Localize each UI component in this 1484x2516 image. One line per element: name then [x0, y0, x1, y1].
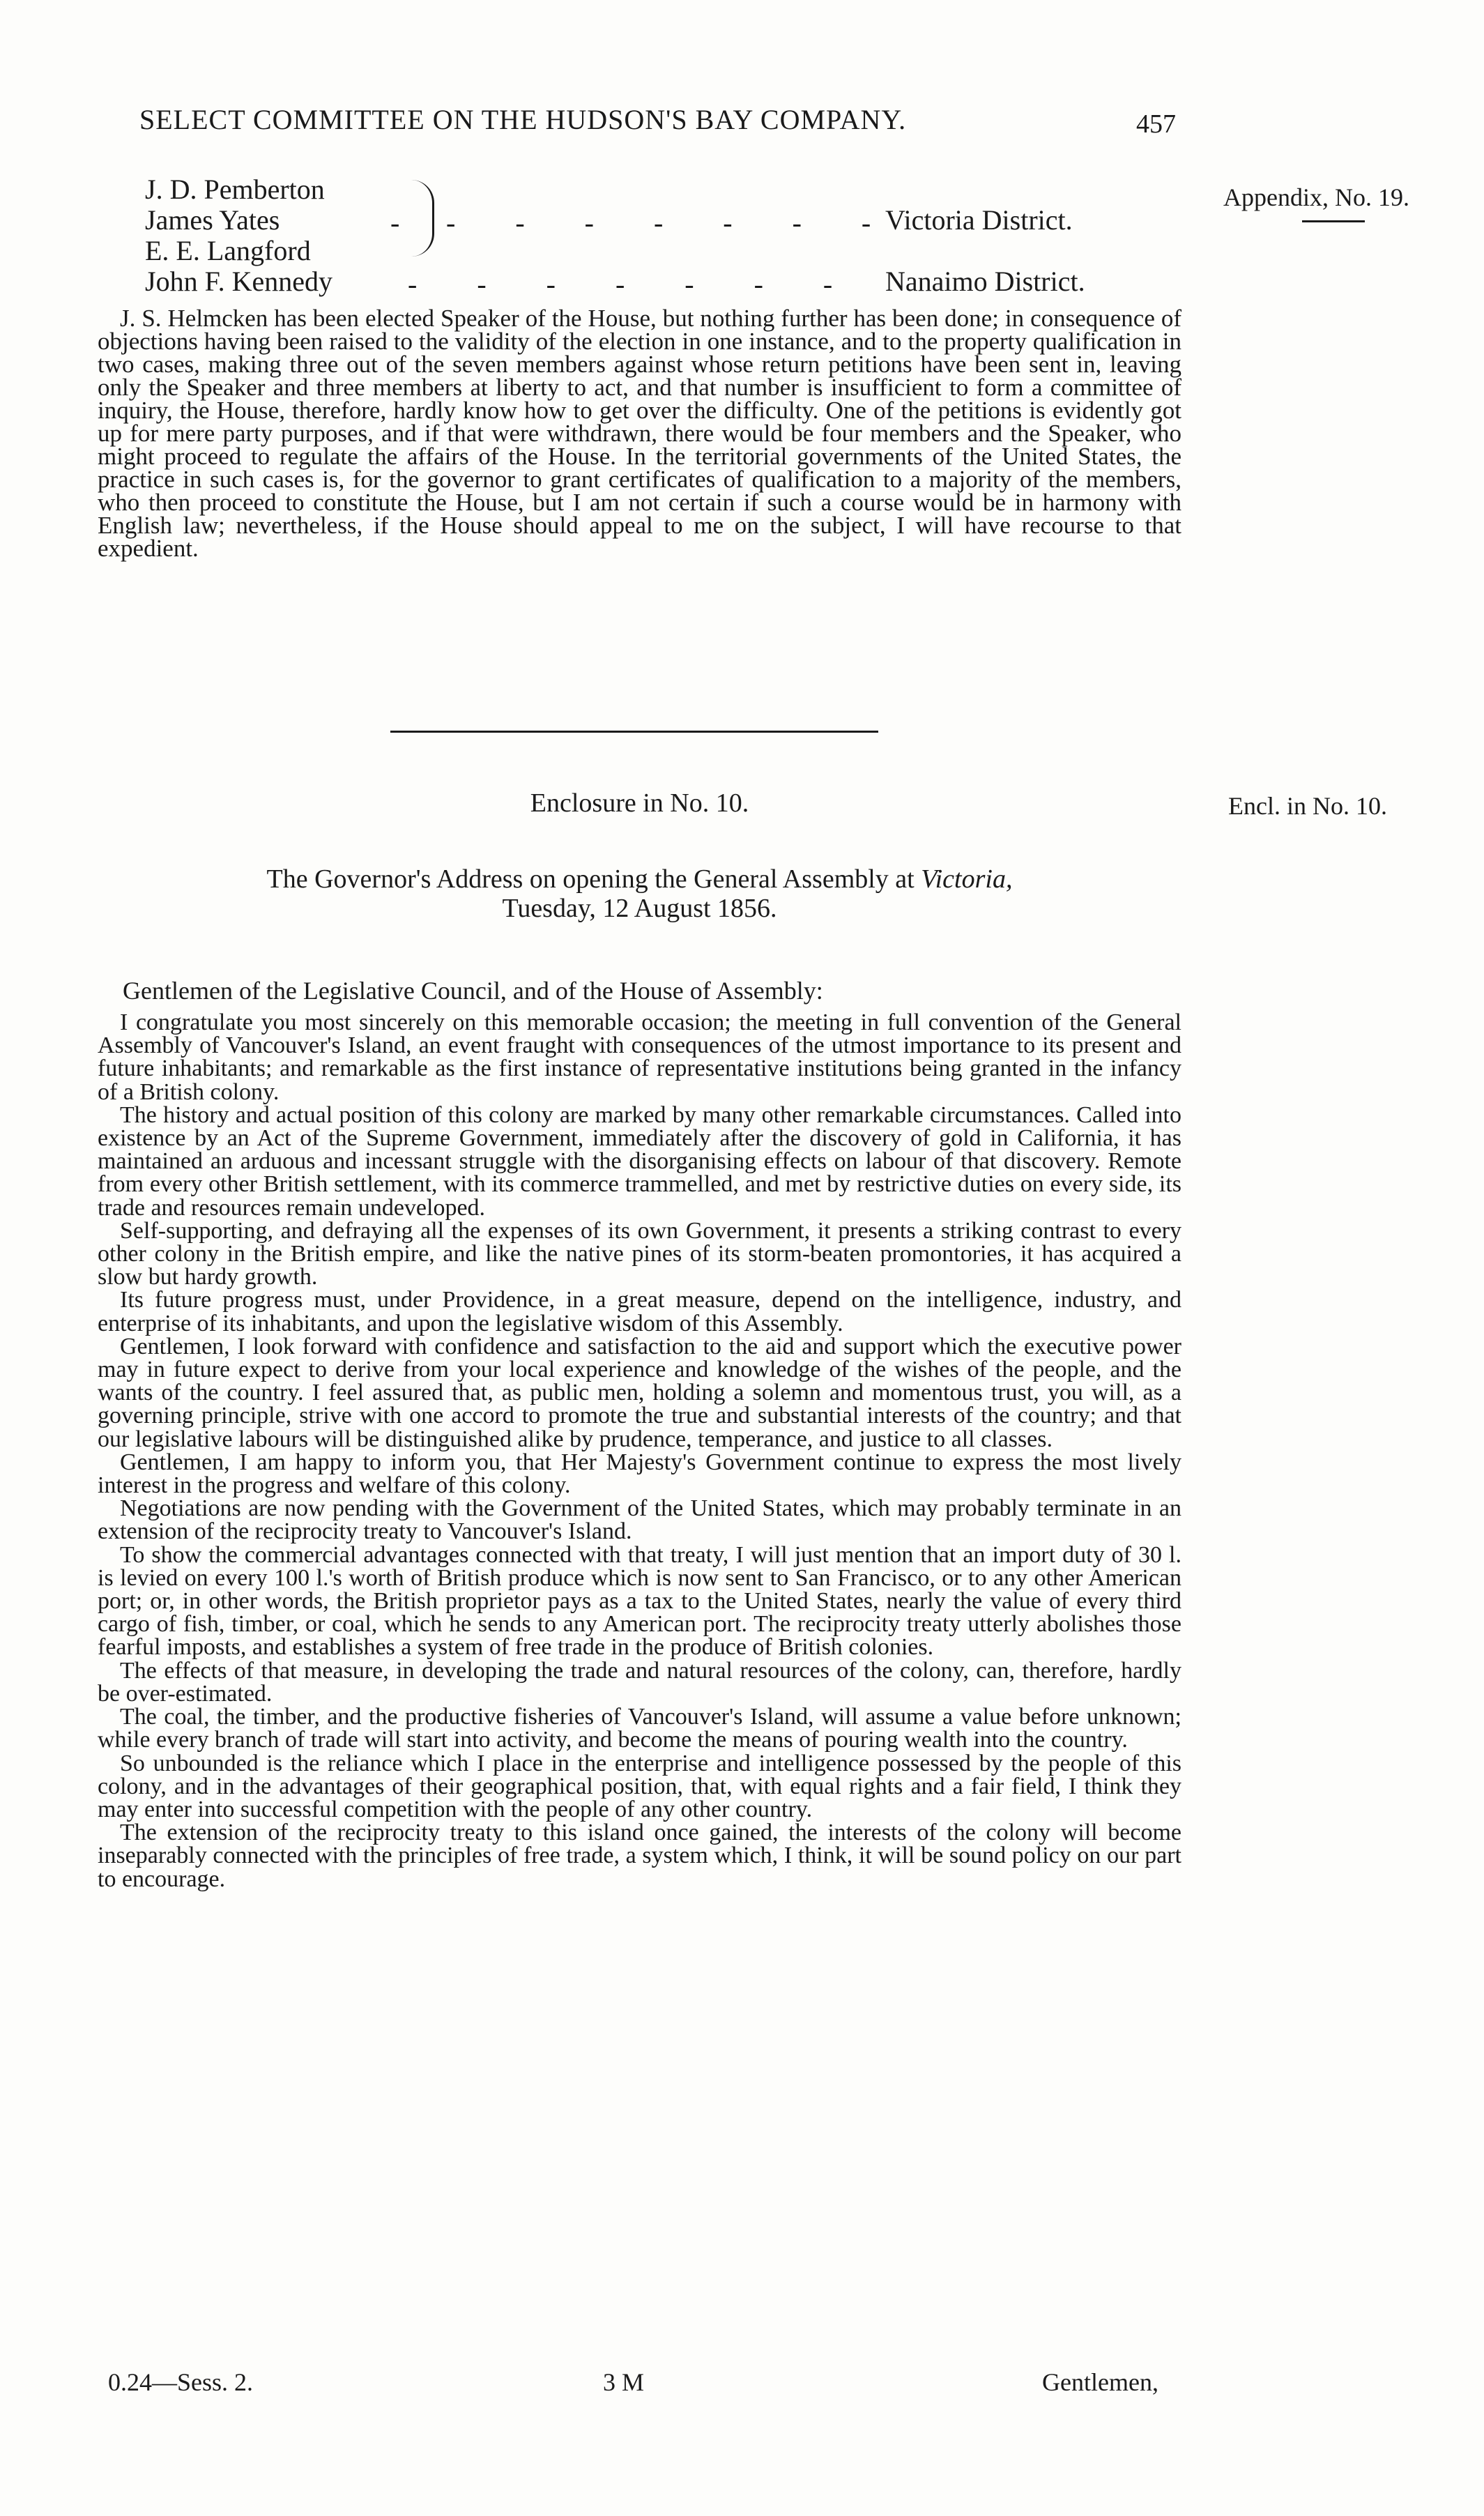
- address-paragraph: Gentlemen, I look forward with confidence and satisfaction to the aid and support which the executive power may in future expect to derive from your local experience and knowledge of the wishes of the people, and the wants of the country. I feel assured that, as public men, holding a solemn and momentous trust, you will, as a governing principle, strive with one accord to promote the true and substantial interests of the country; and that our legislative labours will be distinguished alike by prudence, temperance, and justice to all classes.: [98, 1333, 1181, 1452]
- member-name: James Yates: [145, 204, 280, 236]
- address-paragraph: Its future progress must, under Providence, in a great measure, depend on the intelligence, industry, and enterprise of its inhabitants, and upon the legislative wisdom of this Assembly.: [98, 1287, 1181, 1336]
- member-name: John F. Kennedy: [145, 266, 333, 297]
- session-mark: 0.24—Sess. 2.: [108, 2368, 254, 2396]
- margin-appendix-note: Appendix, No. 19.: [1223, 183, 1409, 211]
- address-paragraph: The extension of the reciprocity treaty to this island once gained, the interests of the colony will become inseparably connected with the principles of free trade, a system which, I think, it will be sound policy on our part to encourage.: [98, 1820, 1181, 1892]
- address-title-place: Victoria,: [921, 864, 1013, 894]
- address-paragraph: Gentlemen, I am happy to inform you, that Her Majesty's Government continue to express the most lively interest in the progress and welfare of this colony.: [98, 1449, 1181, 1499]
- address-paragraph: Self-supporting, and defraying all the expenses of its own Government, it presents a striking contrast to every other colony in the British empire, and like the native pines of its storm-beaten promontories, it has acquired a slow but hardy growth.: [98, 1217, 1181, 1290]
- enclosure-heading: Enclosure in No. 10.: [530, 788, 749, 818]
- address-paragraph: I congratulate you most sincerely on this memorable occasion; the meeting in full convention of the General Assembly of Vancouver's Island, an event fraught with consequences of the utmost importance to its present and future inhabitants; and remarkable as the first instance of representative institutions being granted in the infancy of a British colony.: [98, 1009, 1181, 1105]
- enclosure-margin-note: Encl. in No. 10.: [1228, 792, 1387, 820]
- address-paragraph: The history and actual position of this colony are marked by many other remarkable circumstances. Called into existence by an Act of the Supreme Government, immediately after the discovery of gold in California, it has maintained an arduous and incessant struggle with the disorganising effects on labour of that discovery. Remote from every other British settlement, with its commerce trammelled, and met by restrictive duties on every side, its trade and resources remain undeveloped.: [98, 1101, 1181, 1221]
- address-paragraph: Negotiations are now pending with the Government of the United States, which may probably terminate in an extension of the reciprocity treaty to Vancouver's Island.: [98, 1495, 1181, 1545]
- address-paragraph: So unbounded is the reliance which I place in the enterprise and intelligence possessed by the people of this colony, and in the advantages of their geographical position, that, with equal rights and a fair field, I think they may enter into successful competition with the people of any other country.: [98, 1750, 1181, 1822]
- member-name: E. E. Langford: [145, 235, 311, 266]
- leader-dashes: - - - - - - -: [446, 207, 881, 238]
- address-paragraph: To show the commercial advantages connected with that treaty, I will just mention that an import duty of 30 l. is levied on every 100 l.'s worth of British produce which is now sent to San Francisco, or to any other American port; or, in other words, the British proprietor pays as a tax to the United States, nearly the value of every third cargo of fish, timber, or coal, which he sends to any American port. The reciprocity treaty utterly abolishes those fearful imposts, and establishes a system of free trade in the produce of British colonies.: [98, 1541, 1181, 1661]
- district-label: Victoria District.: [885, 204, 1073, 236]
- address-title: [98, 864, 1181, 894]
- district-label: Nanaimo District.: [885, 266, 1085, 297]
- address-paragraph: The coal, the timber, and the productive fisheries of Vancouver's Island, will assume a value before unknown; while every branch of trade will start into activity, and become the means of pouring wealth into the country.: [98, 1704, 1181, 1753]
- report-paragraph: J. S. Helmcken has been elected Speaker of the House, but nothing further has been done; in consequence of objections having been raised to the validity of the election in one instance, and to the property qualification in two cases, making three out of the seven members against whose return petitions have been sent in, leaving only the Speaker and three members at liberty to act, and that number is insufficient to form a committee of inquiry, the House, therefore, hardly know how to get over the difficulty. One of the petitions is evidently got up for mere party purposes, and if that were withdrawn, there would be four members and the Speaker, who might proceed to regulate the affairs of the House. In the territorial governments of the United States, the practice in such cases is, for the governor to grant certificates of qualification to a majority of the members, who then proceed to constitute the House, but I am not certain if such a course would be in harmony with English law; nevertheless, if the House should appeal to me on the subject, I will have recourse to that expedient.: [98, 305, 1181, 562]
- running-title: SELECT COMMITTEE ON THE HUDSON'S BAY COMPANY.: [139, 104, 907, 135]
- member-brace: [411, 180, 434, 257]
- member-name: J. D. Pemberton: [145, 174, 325, 205]
- address-title-text: The Governor's Address on opening the General Assembly at: [266, 864, 921, 894]
- leader-dashes: - - - - - - -: [408, 268, 843, 300]
- address-date: Tuesday, 12 August 1856.: [502, 894, 777, 923]
- margin-note-rule: [1302, 220, 1365, 222]
- leader-dashes: -: [390, 207, 410, 238]
- address-salutation: Gentlemen of the Legislative Council, and of the House of Assembly:: [123, 977, 823, 1005]
- address-body: [98, 1011, 1181, 1891]
- catchword: Gentlemen,: [1042, 2368, 1158, 2396]
- section-rule: [390, 731, 878, 733]
- address-paragraph: The effects of that measure, in developing the trade and natural resources of the colony, can, therefore, hardly be over-estimated.: [98, 1657, 1181, 1707]
- signature-mark: 3 M: [603, 2368, 645, 2396]
- page-number: 457: [1136, 109, 1176, 139]
